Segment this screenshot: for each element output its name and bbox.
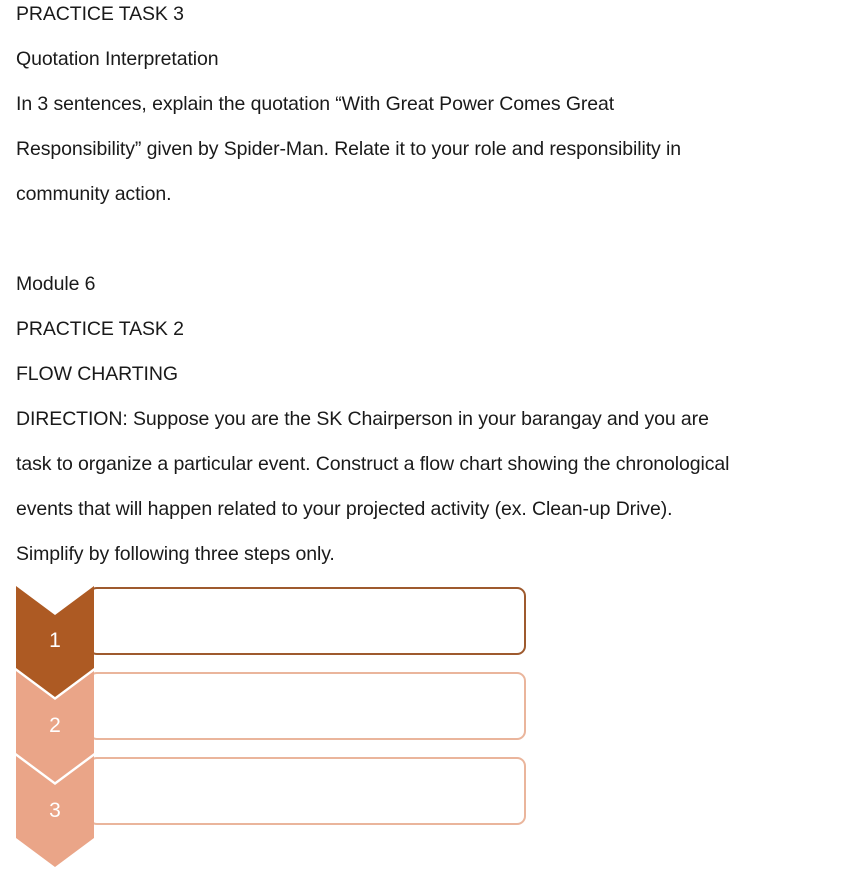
- direction-line-1: DIRECTION: Suppose you are the SK Chairperson in your barangay and you are: [16, 408, 709, 430]
- direction-line-2: task to organize a particular event. Construct a flow chart showing the chronological: [16, 453, 730, 475]
- flow-charting-heading: FLOW CHARTING: [16, 363, 178, 385]
- direction-line-4: Simplify by following three steps only.: [16, 543, 335, 565]
- practice-task-2-heading: PRACTICE TASK 2: [16, 318, 184, 340]
- direction-line-3: events that will happen related to your projected activity (ex. Clean-up Drive).: [16, 498, 673, 520]
- flowchart: [16, 586, 530, 868]
- practice-task-3-heading: PRACTICE TASK 3: [16, 3, 184, 25]
- step-1-number: 1: [49, 629, 61, 652]
- quotation-instruction-line-3: community action.: [16, 183, 172, 205]
- step-2-textbox[interactable]: [88, 672, 526, 740]
- step-2-number: 2: [49, 714, 61, 737]
- quotation-instruction-line-1: In 3 sentences, explain the quotation “With Great Power Comes Great: [16, 93, 615, 115]
- quotation-interpretation-heading: Quotation Interpretation: [16, 48, 219, 70]
- step-3-number: 3: [49, 799, 61, 822]
- step-3-textbox[interactable]: [88, 757, 526, 825]
- module-6-heading: Module 6: [16, 273, 96, 295]
- quotation-instruction-line-2: Responsibility” given by Spider-Man. Relate it to your role and responsibility in: [16, 138, 681, 160]
- step-1-textbox[interactable]: [88, 587, 526, 655]
